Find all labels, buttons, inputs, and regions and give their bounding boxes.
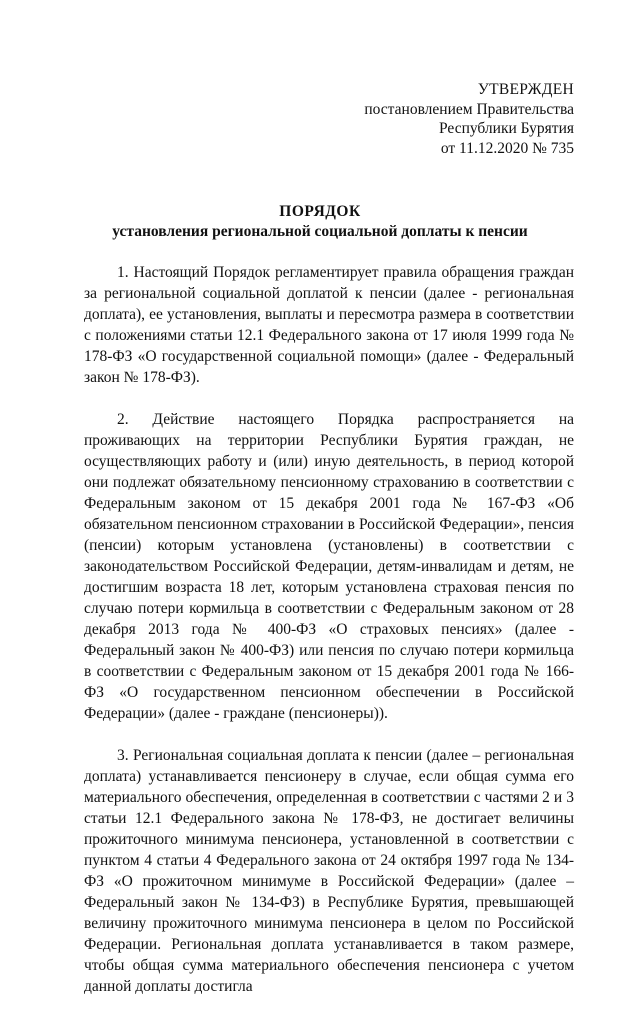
approval-republic-line: Республики Бурятия <box>439 120 574 137</box>
approval-resolution-line: постановлением Правительства <box>364 100 574 118</box>
paragraph-1: 1. Настоящий Порядок регламентирует правила обращения граждан за региональной социальной доплатой к пенсии (далее - региональная доплата), ее установления, выплаты и пересмотра размера в соответствии с положениями статьи 12.1 Федерального закона от 17 июля 1999 года № 178-ФЗ «О государственной социальной помощи» (далее - Федеральный закон № 178-ФЗ). <box>84 264 574 386</box>
approval-stamp <box>364 80 574 158</box>
document-title-block <box>0 202 640 241</box>
approval-date-number: от 11.12.2020 № 735 <box>440 139 574 157</box>
paragraph-2: 2. Действие настоящего Порядка распространяется на проживающих на территории Республики Бурятия граждан, не осуществляющих работу и (или) иную деятельность, в период которой они подлежат обязательному пенсионному страхованию в соответствии с Федеральным законом от 15 декабря 2001 года № 167-ФЗ «Об обязательном пенсионном страховании в Российской Федерации», пенсия (пенсии) которым установлена (установлены) в соответствии с законодательством Российской Федерации, детям-инвалидам и детям, не достигшим возраста 18 лет, которым установлена страховая пенсия по случаю потери кормильца в соответствии с Федеральным законом от 28 декабря 2013 года № 400-ФЗ «О страховых пенсиях» (далее - Федеральный закон № 400-ФЗ) или пенсия по случаю потери кормильца в соответствии с Федеральным законом от 15 декабря 2001 года № 166-ФЗ «О государственном пенсионном обеспечении в Российской Федерации» (далее - граждане (пенсионеры)). <box>84 411 574 722</box>
document-subtitle: установления региональной социальной доплаты к пенсии <box>112 222 528 240</box>
paragraph-3: 3. Региональная социальная доплата к пенсии (далее – региональная доплата) устанавливается пенсионеру в случае, если общая сумма его материального обеспечения, определенная в соответствии с частями 2 и 3 статьи 12.1 Федерального закона № 178-ФЗ, не достигает величины прожиточного минимума пенсионера, установленной в соответствии с пунктом 4 статьи 4 Федерального закона от 24 октября 1997 года № 134-ФЗ «О прожиточном минимуме в Российской Федерации» (далее – Федеральный закон № 134-ФЗ) в Республике Бурятия, превышающей величину прожиточного минимума пенсионера в целом по Российской Федерации. Региональная доплата устанавливается в таком размере, чтобы общая сумма материального обеспечения пенсионера с учетом данной доплаты достигла <box>84 747 574 995</box>
approval-heading: УТВЕРЖДЕН <box>477 81 574 98</box>
document-title: ПОРЯДОК <box>279 203 361 220</box>
